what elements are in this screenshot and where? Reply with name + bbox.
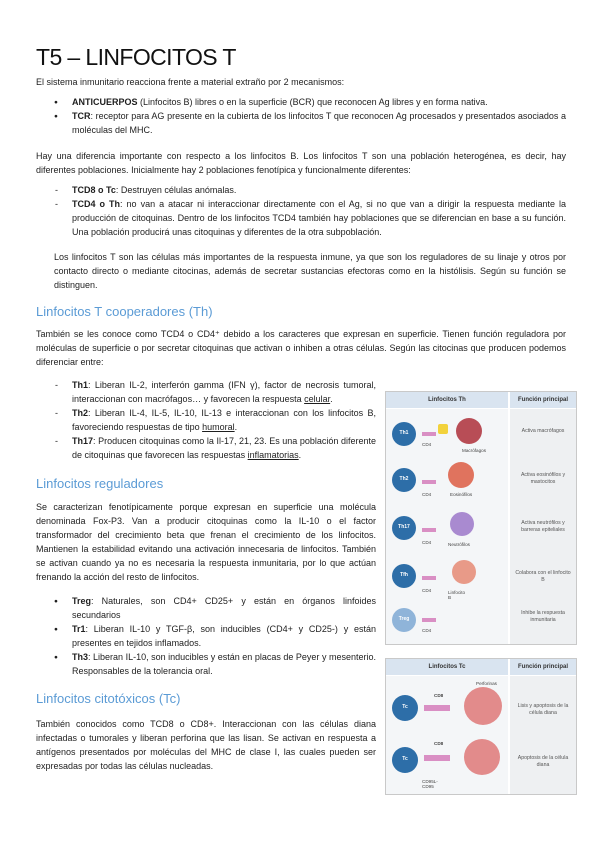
- reg-paragraph: Se caracterizan fenotípicamente porque expresan en superficie una molécula denominada Fox-P3. Van a producir citoquinas como la IL-10 o el factor transformador del crecimiento beta que frenan el crecimiento de los linfocitos. Mantienen la estabilidad evitando una activación innecesaria de linfocitos. También se activan cuando ya no es necesaria la respuesta inmunitaria, por lo que actúan frenando la acción del resto de linfocitos.: [36, 502, 376, 582]
- function-label: Apoptosis de la célula diana: [517, 755, 569, 768]
- function-label: Colabora con el linfocito B: [515, 570, 571, 583]
- populations-list: [72, 184, 566, 240]
- figure-column-header: Linfocitos Th: [386, 392, 508, 408]
- list-item: ● ANTICUERPOS (Linfocitos B) libres o en la superficie (BCR) que reconocen Ag libres y en forma nativa.: [72, 96, 566, 110]
- intro-text: El sistema inmunitario reacciona frente a material extraño por 2 mecanismos:: [36, 77, 345, 87]
- page-title: T5 – LINFOCITOS T: [36, 44, 236, 70]
- list-item: ● Treg: Naturales, son CD4+ CD25+ y están en órganos linfoides secundarios: [72, 595, 376, 623]
- section-heading-reg: Linfocitos reguladores: [36, 476, 164, 491]
- list-item: ● Tr1: Liberan IL-10 y TGF-β, son inducibles (CD4+ y CD25-) y están presentes en tejidos inflamados.: [72, 623, 376, 651]
- list-item: - TCD8 o Tc: Destruyen células anómalas.: [72, 184, 566, 198]
- cells-paragraph: Los linfocitos T son las células más importantes de la respuesta inmune, ya que son los reguladores de su linaje y otros por contacto directo o mediante citocinas, además de secretar sustancias efectoras como en la histólisis. Según su función se distinguen.: [54, 252, 566, 290]
- figure-column-header: Función principal: [510, 659, 576, 675]
- list-item: - Th17: Producen citoquinas como la Il-17, 21, 23. Es una población diferente de citoquinas que favorecen las respuestas inflamatorias.: [72, 435, 376, 463]
- list-item: - Th2: Liberan IL-4, IL-5, IL-10, IL-13 e interaccionan con los linfocitos B, favoreciendo respuestas de tipo humoral.: [72, 407, 376, 435]
- th-list: [72, 379, 376, 462]
- th-paragraph: También se les conoce como TCD4 o CD4⁺ debido a los caracteres que expresan en superficie. Tienen función reguladora por moléculas de superficie o por secretar citoquinas que activan o inhiben a otras células. Según las citocinas que producen podemos diferenciar entre:: [36, 329, 566, 367]
- tc-paragraph: También conocidos como TCD8 o CD8+. Interaccionan con las células diana infectadas o tumorales y liberan perforina que las lisan. Se activan en respuesta a antígenos presentados por moléculas del MHC de clase I, las cuales pueden ser expresadas por todas las células nucleadas.: [36, 719, 376, 771]
- function-label: Activa eosinófilos y mastocitos: [520, 472, 566, 485]
- differences-paragraph: Hay una diferencia importante con respecto a los linfocitos B. Los linfocitos T son una población heterogénea, es decir, hay diferentes poblaciones. Inicialmente hay 2 poblaciones fenotípica y funcionalmente diferentes:: [36, 151, 566, 175]
- mechanisms-list: [72, 96, 566, 138]
- figure-column-header: Linfocitos Tc: [386, 659, 508, 675]
- function-label: Lisis y apoptosis de la célula diana: [517, 703, 569, 716]
- function-label: Activa neutrófilos y barreras epiteliales: [521, 520, 565, 533]
- function-label: Inhibe la respuesta inmunitaria: [521, 610, 565, 623]
- list-item: - TCD4 o Th: no van a atacar ni interaccionar directamente con el Ag, si no que van a dirigir la respuesta mediante la producción de citoquinas. Dentro de los linfocitos TCD4 también hay poblaciones que se diferencian en base a su función. Una población producirá unas citoquinas y diferentes de la otra subpoblación.: [72, 198, 566, 240]
- section-heading-th: Linfocitos T cooperadores (Th): [36, 304, 213, 319]
- figure-column-header: Función principal: [510, 392, 576, 408]
- list-item: ● TCR: receptor para AG presente en la cubierta de los linfocitos T que reconocen Ag procesados y presentados asociados a moléculas del MHC.: [72, 110, 566, 138]
- th-subsets-figure: Linfocitos Th Función principal Th1 CD4 Macrófagos Activa macrófagos Th2 CD4 Eosinófilos Activa eosinófilos y mastocitos Th17 CD4 Neutrófilos Activa neutrófilos y barreras epiteliales Tfh CD4 Linfocito B Colabora con el linfocito B Treg CD4 Inhibe la respuesta inmunitaria: [385, 391, 577, 645]
- function-label: Activa macrófagos: [521, 428, 565, 434]
- tc-function-figure: Linfocitos Tc Función principal Tc CD8 Perforinas Lisis y apoptosis de la célula diana Tc CD8 CD95L-CD95 Apoptosis de la célula diana: [385, 658, 577, 795]
- section-heading-tc: Linfocitos citotóxicos (Tc): [36, 691, 181, 706]
- list-item: ● Th3: Liberan IL-10, son inducibles y están en placas de Peyer y mesenterio. Responsables de la tolerancia oral.: [72, 651, 376, 679]
- reg-list: [72, 595, 376, 678]
- list-item: - Th1: Liberan IL-2, interferón gamma (IFN γ), factor de necrosis tumoral, interaccionan con macrófagos… y favorecen la respuesta celular.: [72, 379, 376, 407]
